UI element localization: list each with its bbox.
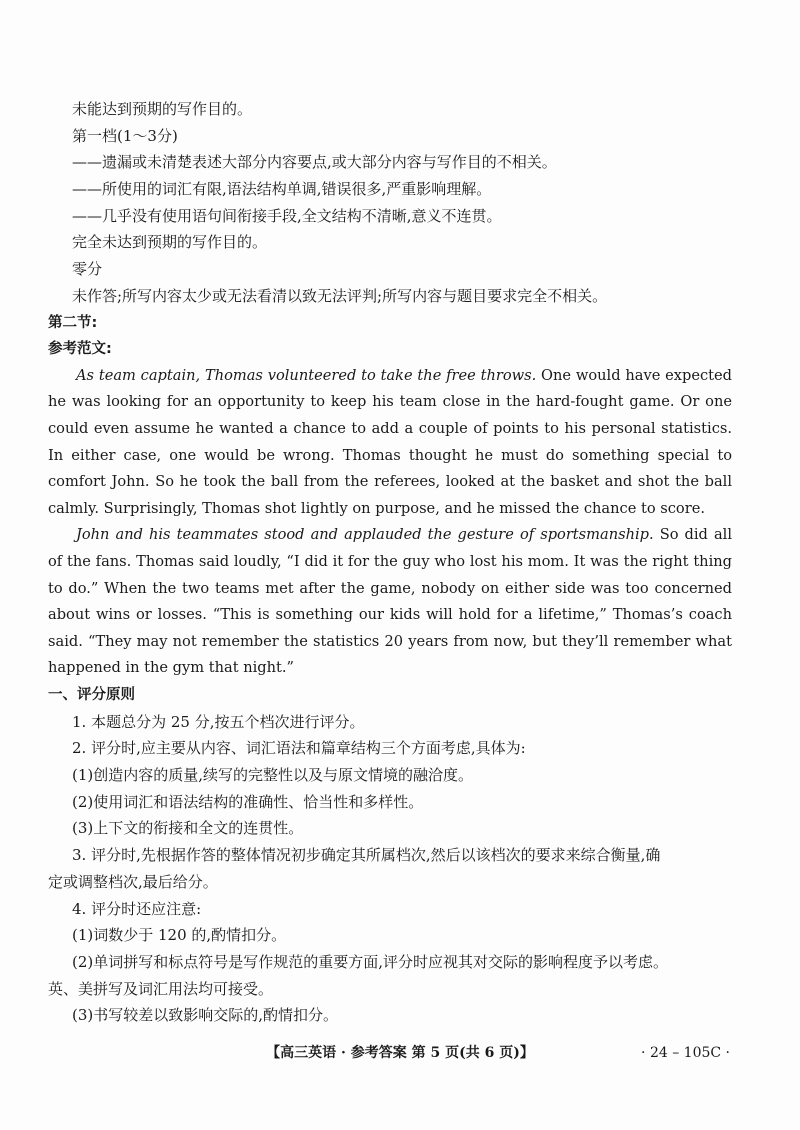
band-one-item-3: ——几乎没有使用语句间衔接手段,全文结构不清晰,意义不连贯。 <box>72 206 502 225</box>
essay-p2-body: So did all of the fans. Thomas said loudly, “I did it for the guy who lost his mom. It was the right thing to do.” When the two teams met after the game, nobody on either side was too concerned about wins or losses. “This is something our kids will hold for a lifetime,” Thomas’s coach said. “They may not remember the statistics 20 years from now, but they’ll remember what happened in the gym that night.” <box>48 526 732 677</box>
zero-score-title: 零分 <box>72 260 103 279</box>
page-content <box>48 96 733 1029</box>
principle-3-line-1: 3. 评分时,先根据作答的整体情况初步确定其所属档次,然后以该档次的要求来综合衡量,确 <box>72 846 661 865</box>
band-not-achieved: 未能达到预期的写作目的。 <box>72 100 253 118</box>
essay-paragraph-2 <box>48 522 732 682</box>
footer-code: · 24 – 105C · <box>641 1045 730 1061</box>
band-one-conclusion: 完全未达到预期的写作目的。 <box>72 233 268 252</box>
principle-4: 4. 评分时还应注意: <box>72 899 202 918</box>
band-one-title: 第一档(1～3分) <box>72 126 178 145</box>
footer-page-info: 【高三英语 · 参考答案 第 5 页(共 6 页)】 <box>266 1045 534 1061</box>
band-one-item-2: ——所使用的词汇有限,语法结构单调,错误很多,严重影响理解。 <box>72 180 492 199</box>
band-one-item-1: ——遗漏或未清楚表述大部分内容要点,或大部分内容与写作目的不相关。 <box>72 153 557 172</box>
essay-paragraph-1 <box>48 363 732 523</box>
note-word-count: (1)词数少于 120 的,酌情扣分。 <box>72 926 287 945</box>
essay-p1-body: One would have expected he was looking for an opportunity to keep his team close in the hard-fought game. Or one could even assume he wanted a chance to add a couple of points to his personal statistics. In either case, one would be wrong. Thomas thought he must do something special to comfort John. So he took the ball from the referees, looked at the basket and shot the ball calmly. Surprisingly, Thomas shot lightly on purpose, and he missed the chance to score. <box>48 366 733 517</box>
principle-3-line-2: 定或调整档次,最后给分。 <box>48 872 218 891</box>
section-two-heading: 第二节: <box>48 314 98 331</box>
principles-heading: 一、评分原则 <box>48 687 135 703</box>
note-spelling-line-2: 英、美拼写及词汇用法均可接受。 <box>48 979 274 998</box>
sample-essay <box>48 363 732 682</box>
sample-essay-heading: 参考范文: <box>48 341 112 358</box>
principle-2-sub-3: (3)上下文的衔接和全文的连贯性。 <box>72 819 304 838</box>
principle-1: 1. 本题总分为 25 分,按五个档次进行评分。 <box>72 712 365 731</box>
note-spelling-line-1: (2)单词拼写和标点符号是写作规范的重要方面,评分时应视其对交际的影响程度予以考虑。 <box>72 952 669 971</box>
principle-2-sub-2: (2)使用词汇和语法结构的准确性、恰当性和多样性。 <box>72 792 424 811</box>
principle-2-sub-1: (1)创造内容的质量,续写的完整性以及与原文情境的融洽度。 <box>72 766 474 785</box>
essay-p1-opening: As team captain, Thomas volunteered to take the free throws. <box>76 366 537 384</box>
zero-score-desc: 未作答;所写内容太少或无法看清以致无法评判;所写内容与题目要求完全不相关。 <box>72 286 608 305</box>
note-handwriting: (3)书写较差以致影响交际的,酌情扣分。 <box>72 1006 339 1025</box>
principle-2: 2. 评分时,应主要从内容、词汇语法和篇章结构三个方面考虑,具体为: <box>72 739 526 758</box>
essay-p2-opening: John and his teammates stood and applauded the gesture of sportsmanship. <box>76 526 654 544</box>
page-footer <box>0 1040 800 1066</box>
